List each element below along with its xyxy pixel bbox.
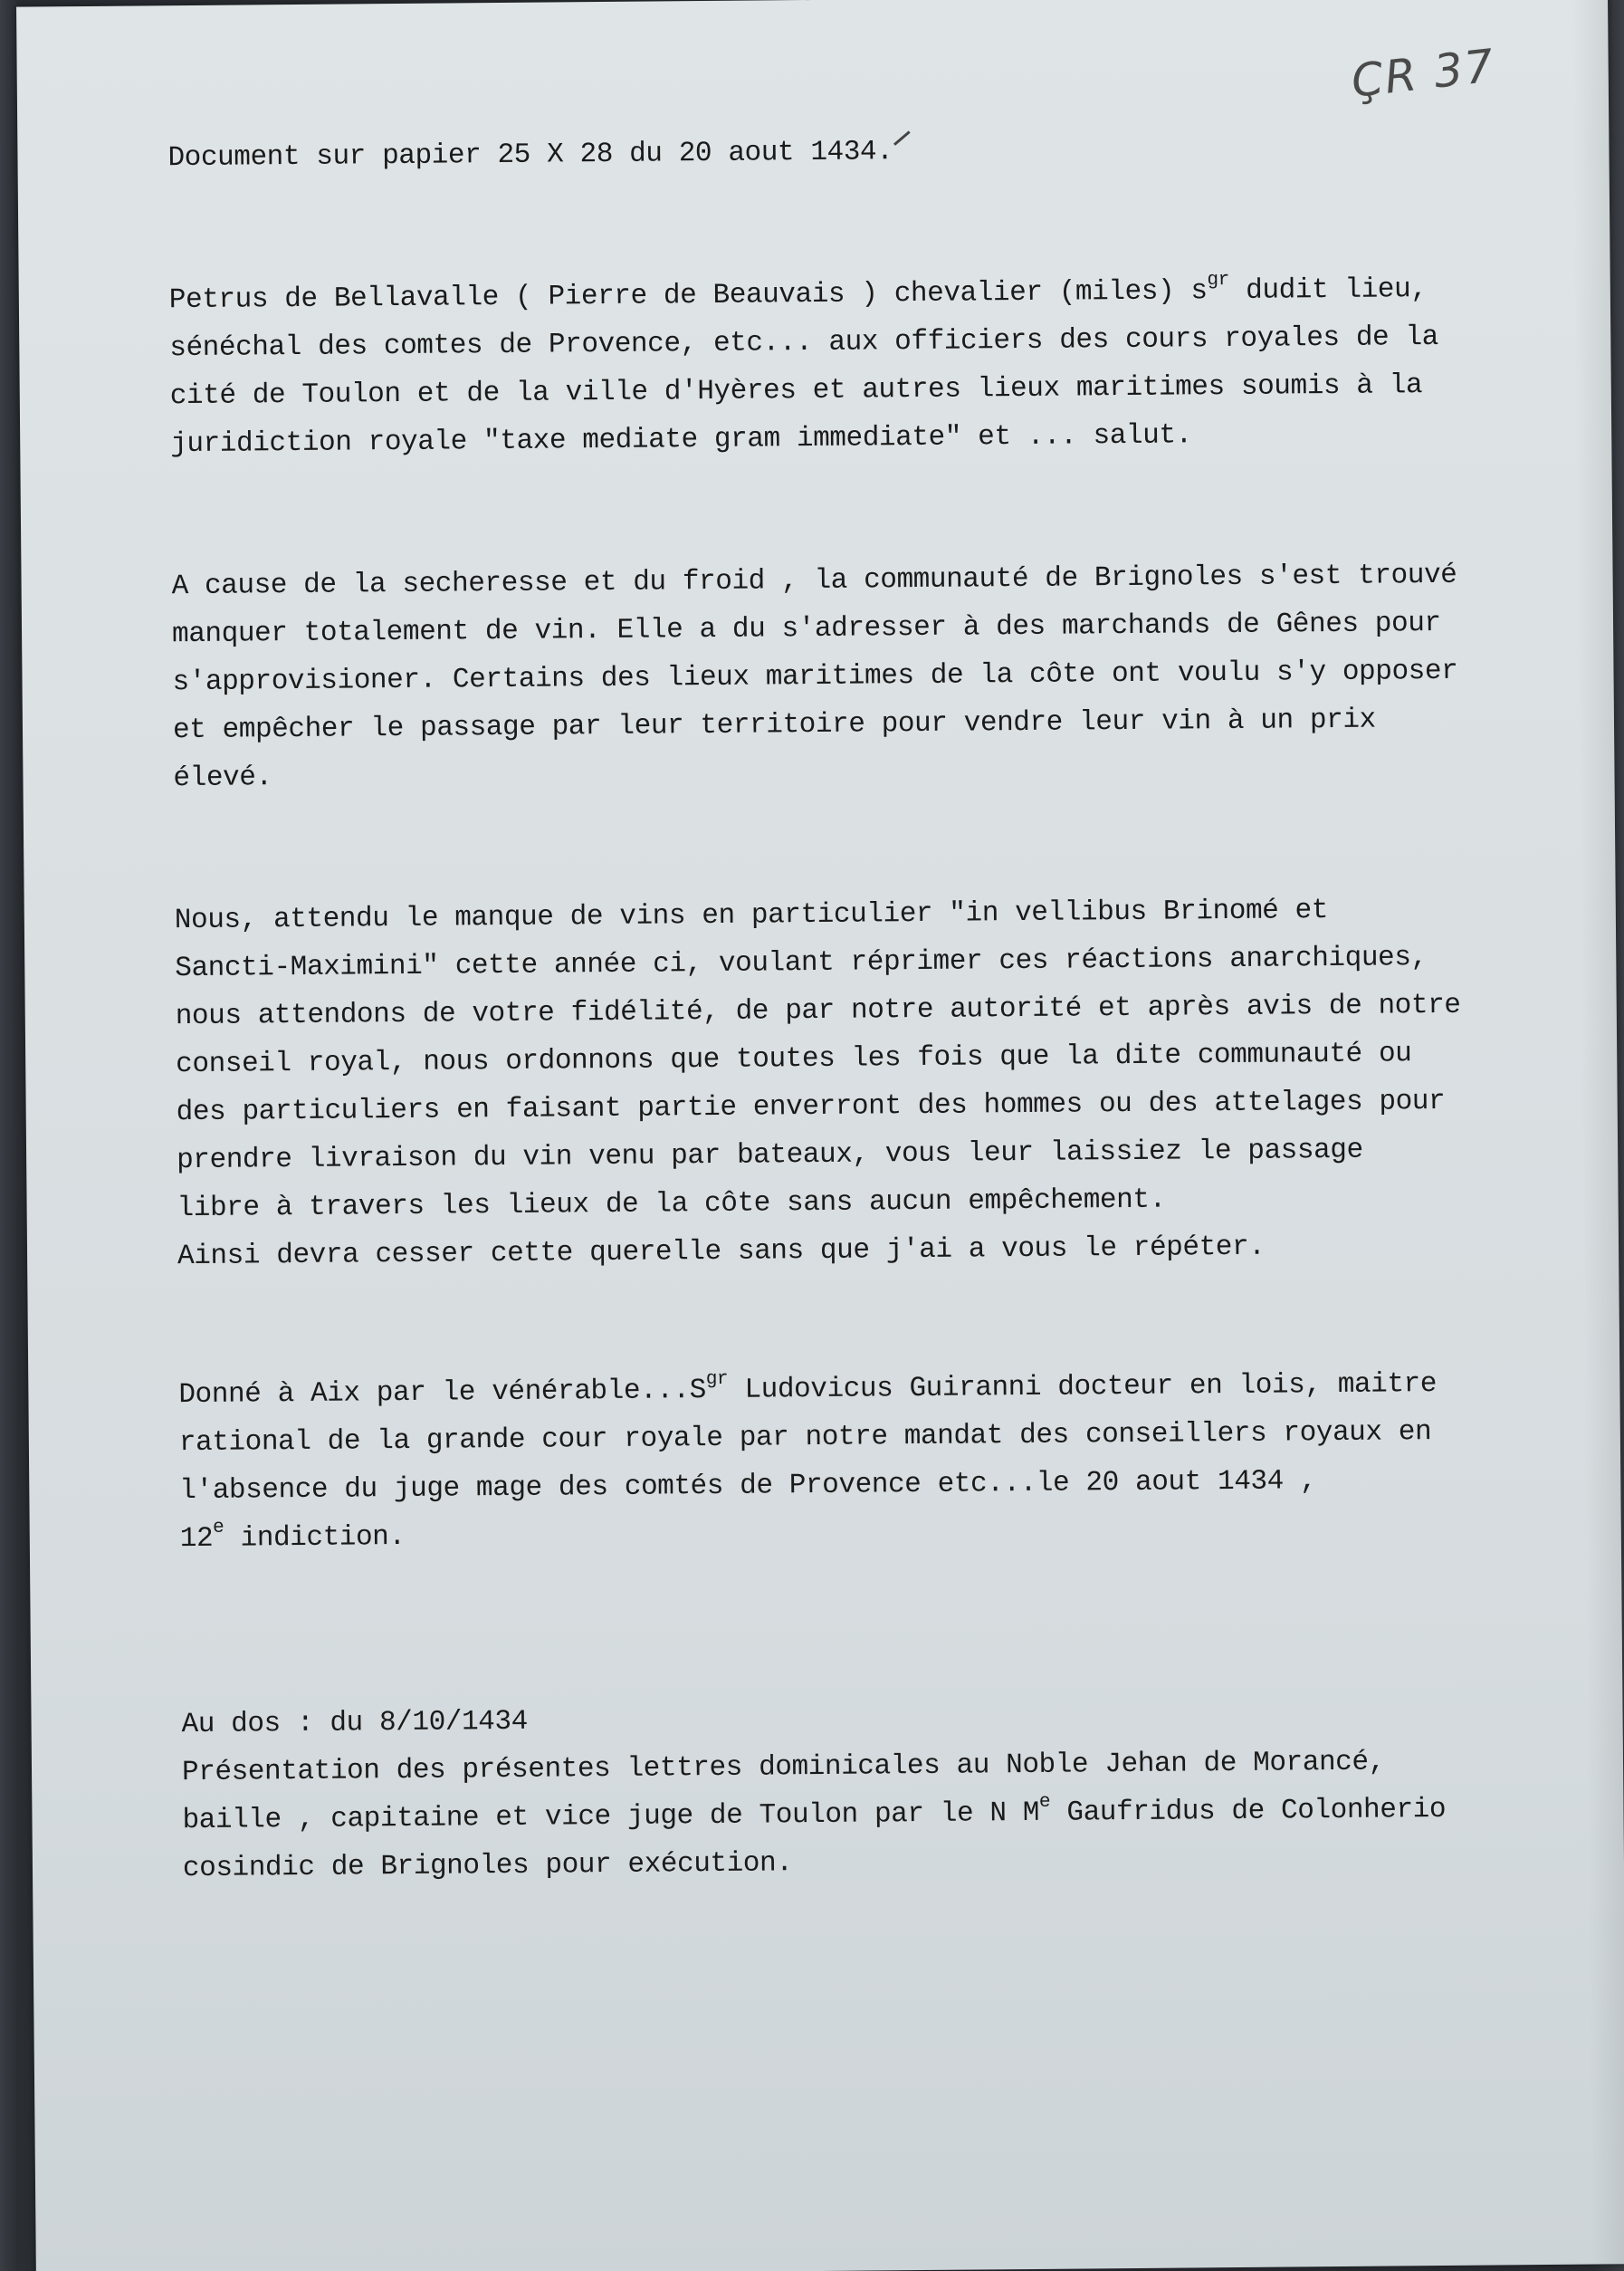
paper-sheet	[16, 0, 1624, 2271]
spacer	[177, 1270, 1446, 1371]
line-text: dudit lieu,	[1228, 273, 1428, 307]
text-line: s'approvisioner. Certains des lieux maritimes de la côte ont voulu s'y opposer	[172, 655, 1458, 699]
line-text: Gaufridus de Colonherio	[1050, 1793, 1447, 1829]
line-text: 12	[179, 1522, 214, 1556]
paragraph-5	[181, 1690, 1450, 1892]
superscript: e	[213, 1517, 224, 1538]
text-line: conseil royal, nous ordonnons que toutes les fois que la dite communauté ou	[176, 1038, 1412, 1081]
paragraph-3	[174, 886, 1461, 1280]
text-line: Sancti-Maximini" cette année ci, voulant réprimer ces réactions anarchiques,	[175, 942, 1428, 985]
spacer	[170, 457, 1438, 562]
text-line: libre à travers les lieux de la côte sans aucun empêchement.	[177, 1183, 1166, 1225]
spacer	[174, 791, 1442, 896]
text-line: juridiction royale "taxe mediate gram immediate" et ... salut.	[170, 419, 1192, 461]
text-line: Présentation des présentes lettres dominicales au Noble Jehan de Morancé,	[181, 1746, 1385, 1789]
text-line: sénéchal des comtes de Provence, etc... aux officiers des cours royales de la	[169, 321, 1439, 365]
text-line: cosindic de Brignoles pour exécution.	[182, 1847, 793, 1885]
text-line: Ainsi devra cesser cette querelle sans que j'ai a vous le répéter.	[177, 1231, 1266, 1273]
text-line: rational de la grande cour royale par notre mandat des conseillers royaux en	[178, 1416, 1432, 1460]
superscript: e	[1038, 1791, 1051, 1813]
document-header: Document sur papier 25 X 28 du 20 aout 1434.	[167, 136, 893, 175]
paragraph-2	[171, 551, 1458, 802]
text-line: Nous, attendu le manque de vins en particulier "in vellibus Brinomé et	[174, 895, 1329, 937]
paragraph-4	[178, 1360, 1447, 1563]
text-line: cité de Toulon et de la ville d'Hyères et autres lieux maritimes soumis à la	[169, 369, 1423, 413]
handwritten-reference: ÇR 37	[1348, 39, 1498, 108]
line-text: Petrus de Bellavalle ( Pierre de Beauvais ) chevalier (miles) s	[168, 275, 1208, 317]
document-body	[167, 123, 1461, 1892]
text-line: Au dos : du 8/10/1434	[181, 1705, 528, 1741]
line-text: Ludovicus Guiranni docteur en lois, maitre	[728, 1368, 1438, 1406]
line-text: baille , capitaine et vice juge de Toulon par le N M	[182, 1797, 1040, 1837]
text-line: des particuliers en faisant partie enverront des hommes ou des attelages pour	[176, 1085, 1446, 1129]
text-line: prendre livraison du vin venu par bateaux, vous leur laissiez le passage	[177, 1134, 1363, 1177]
superscript: gr	[1207, 269, 1230, 291]
text-line: A cause de la secheresse et du froid , la communauté de Brignoles s'est trouvé	[171, 559, 1457, 603]
spacer	[168, 171, 1437, 276]
text-line: élevé.	[173, 762, 272, 795]
superscript: gr	[705, 1368, 729, 1390]
spacer	[180, 1552, 1448, 1701]
line-text: Donné à Aix par le vénérable...S	[178, 1375, 707, 1412]
text-line: et empêcher le passage par leur territoire pour vendre leur vin à un prix	[172, 704, 1376, 747]
text-line: manquer totalement de vin. Elle a du s'adresser à des marchands de Gênes pour	[171, 607, 1441, 651]
text-line: l'absence du juge mage des comtés de Provence etc...le 20 aout 1434 ,	[179, 1465, 1317, 1508]
paragraph-1	[169, 265, 1438, 468]
line-text: indiction.	[224, 1520, 406, 1555]
text-line: nous attendons de votre fidélité, de par notre autorité et après avis de notre	[175, 989, 1461, 1033]
